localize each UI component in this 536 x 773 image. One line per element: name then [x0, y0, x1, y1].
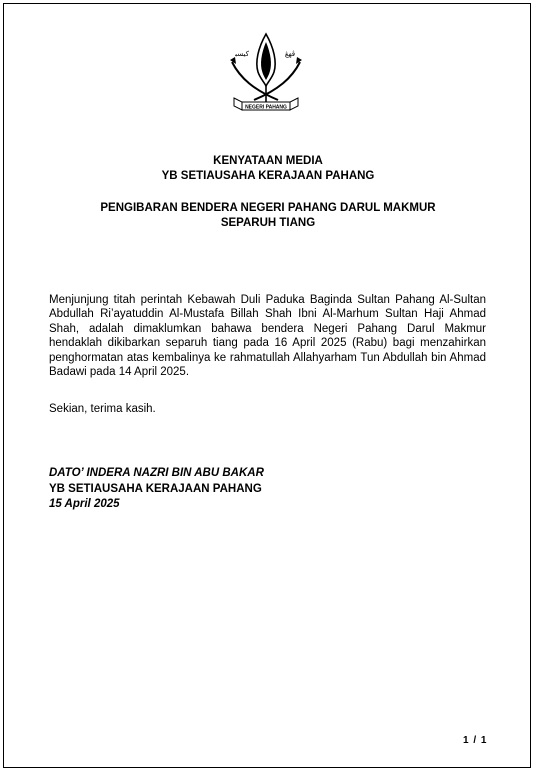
heading-line-1: KENYATAAN MEDIA — [213, 155, 323, 167]
signatory-title: YB SETIAUSAHA KERAJAAN PAHANG — [49, 482, 262, 495]
page-number: 1 / 1 — [463, 735, 488, 746]
closing-text: Sekian, terima kasih. — [49, 403, 156, 415]
subject-heading — [0, 201, 536, 231]
signature-date: 15 April 2025 — [49, 498, 120, 510]
svg-text:ڤهڠ: ڤهڠ — [284, 50, 296, 58]
body-paragraph: Menjunjung titah perintah Kebawah Duli Paduka Baginda Sultan Pahang Al-Sultan Abdullah Ri’ayatuddin Al-Mustafa Billah Shah Ibni Al-Marhum Sultan Haji Ahmad Shah, adalah dimaklumkan bahawa bendera Negeri Pahang Darul Makmur hendaklah dikibarkan separuh tiang pada 16 April 2025 (Rabu) bagi menzahirkan penghormatan atas kembalinya ke rahmatullah Allahyarham Tun Abdullah bin Ahmad Badawi pada 14 April 2025. — [49, 294, 486, 379]
media-statement-heading — [0, 154, 536, 184]
svg-text:NEGERI PAHANG: NEGERI PAHANG — [245, 104, 287, 111]
document-page — [3, 3, 531, 768]
pahang-crest-logo — [220, 28, 312, 114]
subject-line-2: SEPARUH TIANG — [220, 217, 316, 229]
svg-text:ﻛﻴﺴﺒ: ﻛﻴﺴﺒ — [235, 50, 249, 58]
signature-block — [49, 466, 264, 513]
subject-line-1: PENGIBARAN BENDERA NEGERI PAHANG DARUL MAKMUR — [100, 202, 436, 214]
heading-line-2: YB SETIAUSAHA KERAJAAN PAHANG — [161, 170, 375, 182]
signatory-name: DATO’ INDERA NAZRI BIN ABU BAKAR — [49, 467, 264, 479]
